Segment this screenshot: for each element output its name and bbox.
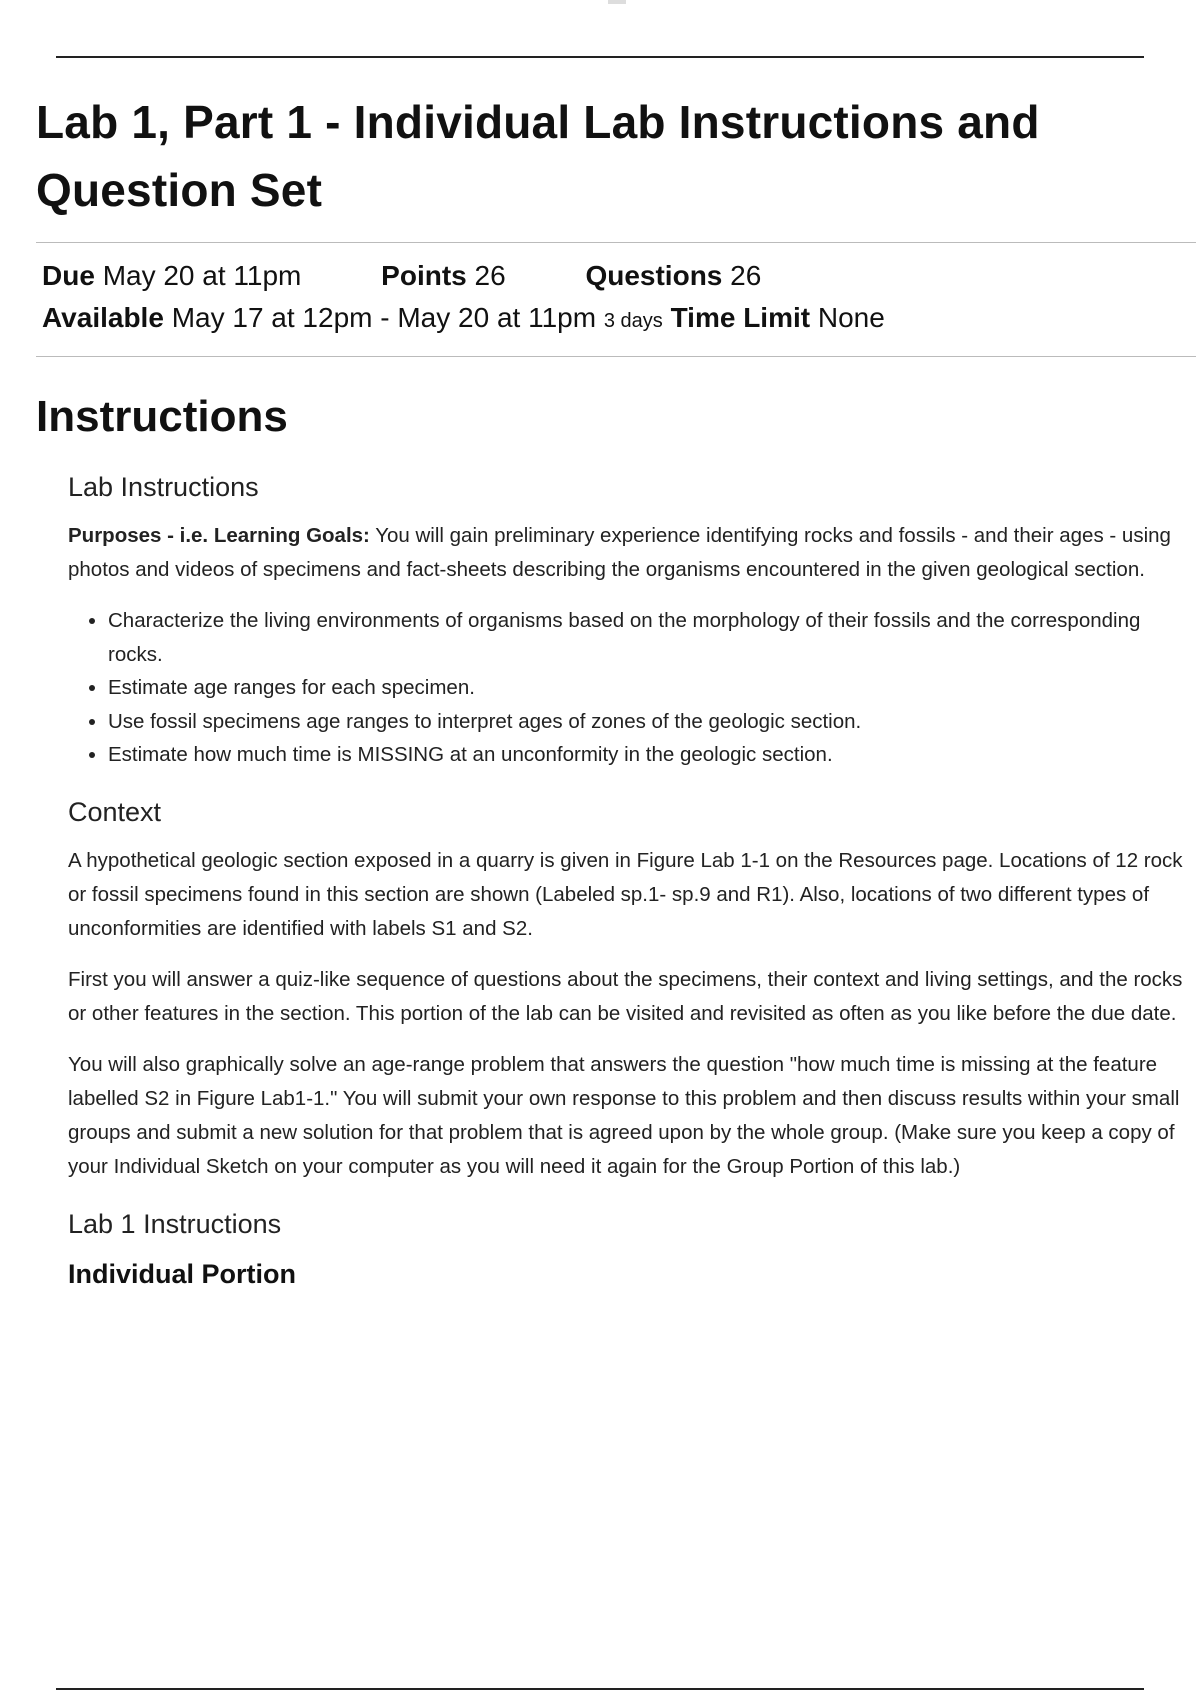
due-label: Due xyxy=(42,260,95,291)
purposes-paragraph xyxy=(68,519,1188,587)
purposes-label: Purposes - i.e. Learning Goals: xyxy=(68,524,370,547)
learning-goals-list xyxy=(68,604,1188,772)
lab1-instructions-heading: Lab 1 Instructions xyxy=(68,1208,282,1239)
list-item: • Characterize the living environments of organisms based on the morphology of their fossils and the corresponding rocks. xyxy=(108,604,1188,671)
list-item: • Use fossil specimens age ranges to interpret ages of zones of the geologic section. xyxy=(108,705,1188,739)
available-info xyxy=(42,297,663,342)
context-paragraph: You will also graphically solve an age-range problem that answers the question "how much time is missing at the feature labelled S2 in Figure Lab1-1." You will submit your own response to this problem and then discuss results within your small groups and submit a new solution for that problem that is agreed upon by the whole group. (Make sure you keep a copy of your Individual Sketch on your computer as you will need it again for the Group Portion of this lab.) xyxy=(68,1052,1180,1178)
meta-row-available xyxy=(42,297,1190,342)
questions-label: Questions xyxy=(585,260,723,291)
list-item: • Estimate age ranges for each specimen. xyxy=(108,671,1188,705)
context-paragraph: First you will answer a quiz-like sequence of questions about the specimens, their context and living settings, and the rocks or other features in the section. This portion of the lab can be visited and revisited as often as you like before the due date. xyxy=(68,967,1183,1025)
available-value: May 17 at 12pm - May 20 at 11pm xyxy=(171,302,597,333)
lab-instructions-heading: Lab Instructions xyxy=(68,472,259,502)
assignment-content xyxy=(36,88,1196,1292)
time-limit-value: None xyxy=(817,302,885,333)
list-item: • Estimate how much time is MISSING at an unconformity in the geologic section. xyxy=(108,738,1188,772)
assignment-meta xyxy=(36,242,1196,357)
instructions-body xyxy=(68,469,1188,1292)
page-top-mark xyxy=(608,0,626,4)
questions-value: 26 xyxy=(730,260,762,291)
time-limit-info xyxy=(671,297,885,339)
points-label: Points xyxy=(381,260,467,291)
meta-row-due xyxy=(42,255,1190,297)
purposes-text: You will gain preliminary experience identifying rocks and fossils - and their ages - using photos and videos of specimens and fact-sheets describing the organisms encountered in the given geological section. xyxy=(68,524,1171,581)
top-divider xyxy=(56,56,1144,58)
questions-info xyxy=(585,255,761,297)
page-title: Lab 1, Part 1 - Individual Lab Instructions and Question Set xyxy=(36,96,1040,216)
context-heading: Context xyxy=(68,796,162,827)
individual-portion-heading: Individual Portion xyxy=(68,1258,296,1289)
points-value: 26 xyxy=(474,260,506,291)
instructions-heading: Instructions xyxy=(36,392,288,441)
context-paragraph: A hypothetical geologic section exposed in a quarry is given in Figure Lab 1-1 on the Resources page. Locations of 12 rock or fossil specimens found in this section are shown (Labeled sp.1- sp.9 and R1). Also, locations of two different types of unconformities are identified with labels S1 and S2. xyxy=(68,848,1183,940)
due-value: May 20 at 11pm xyxy=(102,260,302,291)
points-info xyxy=(381,255,506,297)
due-info xyxy=(42,255,301,297)
bottom-divider xyxy=(56,1688,1144,1690)
available-label: Available xyxy=(42,302,164,333)
time-limit-label: Time Limit xyxy=(670,302,811,333)
available-duration: 3 days xyxy=(603,310,663,332)
